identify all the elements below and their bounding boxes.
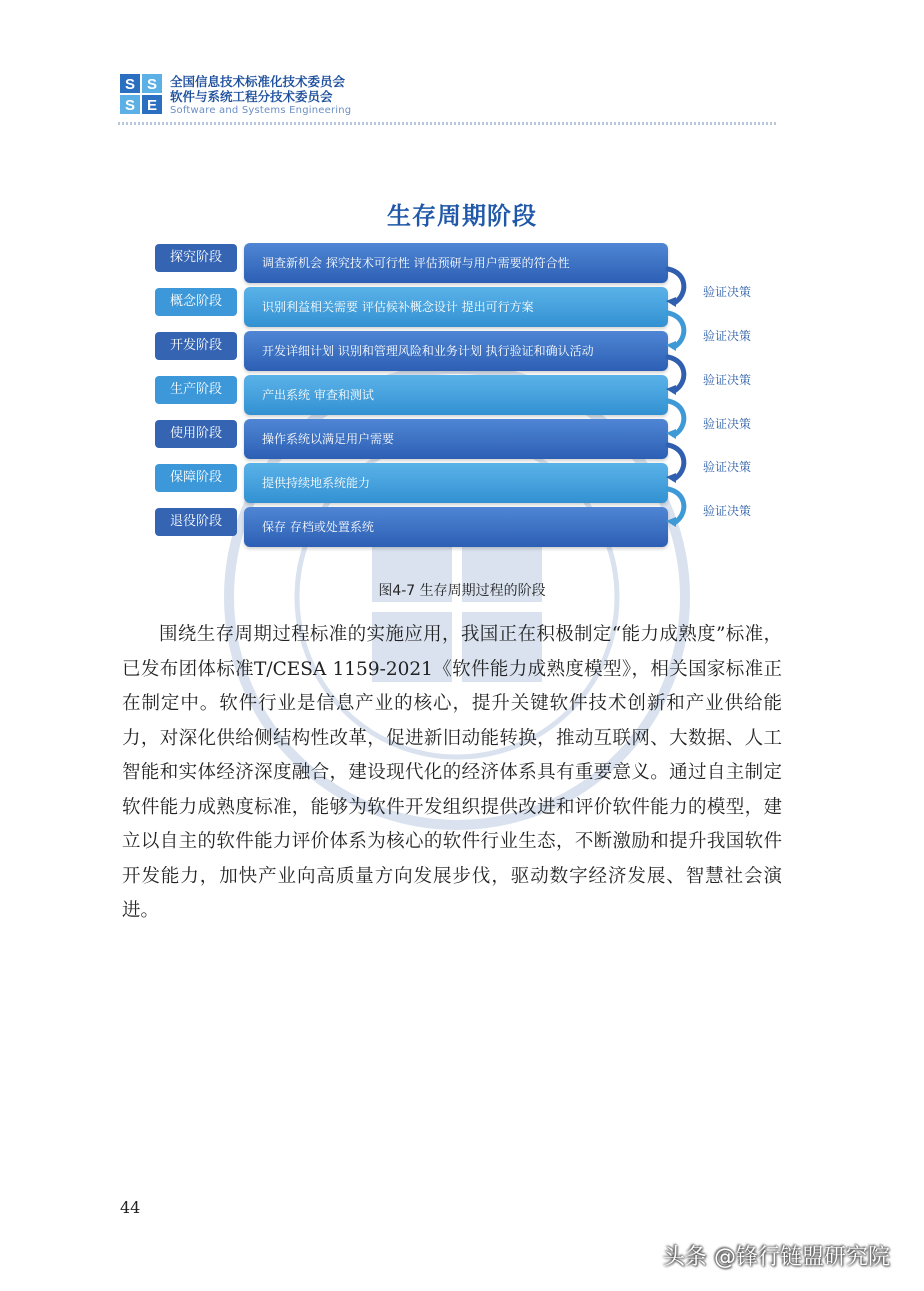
svg-text:S: S xyxy=(124,76,136,93)
stage-label-development: 开发阶段 xyxy=(155,332,237,360)
svg-text:E: E xyxy=(146,97,158,114)
stage-description-retirement: 保存 存档或处置系统 xyxy=(244,507,668,547)
stage-label-retirement: 退役阶段 xyxy=(155,508,237,536)
ssse-logo-icon xyxy=(118,72,164,116)
curved-arrow-icon xyxy=(662,485,692,529)
page-number: 44 xyxy=(120,1198,141,1217)
curved-arrow-icon xyxy=(662,397,692,441)
curved-arrow-icon xyxy=(662,353,692,397)
decision-label: 验证决策 xyxy=(703,504,752,518)
decision-label: 验证决策 xyxy=(703,373,752,387)
curved-arrow-icon xyxy=(662,441,692,485)
figure-title: 生存周期阶段 xyxy=(387,202,537,230)
decision-label: 验证决策 xyxy=(703,417,752,431)
page-header xyxy=(118,68,778,124)
curved-arrow-icon xyxy=(662,265,692,309)
stage-label-production: 生产阶段 xyxy=(155,376,237,404)
source-credit: 头条 @锋行链盟研究院 xyxy=(663,1245,890,1270)
figure-caption: 图4-7 生存周期过程的阶段 xyxy=(378,583,546,599)
svg-text:S: S xyxy=(124,97,136,114)
body-paragraph: 围绕生存周期过程标准的实施应用，我国正在积极制定“能力成熟度”标准，已发布团体标准T/CESA 1159-2021《软件能力成熟度模型》，相关国家标准正在制定中。软件行业是信息产业的核心，提升关键软件技术创新和产业供给能力，对深化供给侧结构性改革，促进新旧动能转换，推动互联网、大数据、人工智能和实体经济深度融合，建设现代化的经济体系具有重要意义。通过自主制定软件能力成熟度标准，能够为软件开发组织提供改进和评价软件能力的模型，建立以自主的软件能力评价体系为核心的软件行业生态，不断激励和提升我国软件开发能力，加快产业向高质量方向发展步伐，驱动数字经济发展、智慧社会演进。 xyxy=(122,624,782,921)
stage-label-utilization: 使用阶段 xyxy=(155,420,237,448)
stage-label-concept: 概念阶段 xyxy=(155,288,237,316)
stage-label-support: 保障阶段 xyxy=(155,464,237,492)
org-name-line1: 全国信息技术标准化技术委员会 xyxy=(170,74,346,89)
decision-label: 验证决策 xyxy=(703,329,752,343)
header-divider xyxy=(118,122,778,125)
svg-text:S: S xyxy=(146,76,158,93)
stage-description-support: 提供持续地系统能力 xyxy=(244,463,668,503)
stage-description-development: 开发详细计划 识别和管理风险和业务计划 执行验证和确认活动 xyxy=(244,331,668,371)
curved-arrow-icon xyxy=(662,309,692,353)
stage-description-concept: 识别利益相关需要 评估候补概念设计 提出可行方案 xyxy=(244,287,668,327)
stage-description-production: 产出系统 审查和测试 xyxy=(244,375,668,415)
stage-label-exploratory: 探究阶段 xyxy=(155,244,237,272)
stage-description-exploratory: 调查新机会 探究技术可行性 评估预研与用户需要的符合性 xyxy=(244,243,668,283)
decision-label: 验证决策 xyxy=(703,285,752,299)
organization-name xyxy=(170,74,351,117)
org-name-english: Software and Systems Engineering xyxy=(170,105,352,116)
stage-description-utilization: 操作系统以满足用户需要 xyxy=(244,419,668,459)
org-name-line2: 软件与系统工程分技术委员会 xyxy=(170,89,333,104)
decision-label: 验证决策 xyxy=(703,460,752,474)
body-text xyxy=(122,618,782,929)
